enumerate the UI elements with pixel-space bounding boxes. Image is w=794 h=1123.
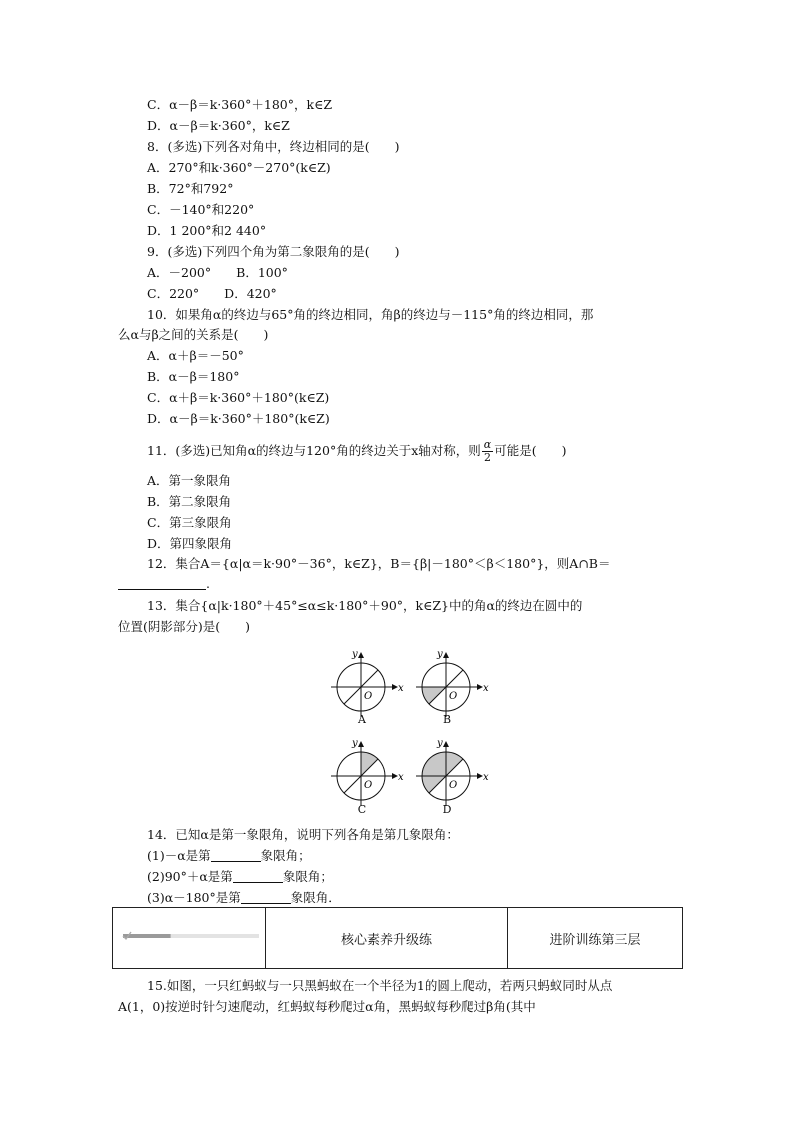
axis-label-x: x <box>398 683 404 694</box>
question-14: 14．已知α是第一象限角，说明下列各角是第几象限角： <box>147 827 459 842</box>
question-11-text: 11．(多选)已知角α的终边与120°角的终边关于x轴对称，则 <box>147 443 481 458</box>
axis-label-y: y <box>437 649 443 660</box>
origin-label: O <box>364 691 373 702</box>
origin-label: O <box>364 780 373 791</box>
option-line: C．α＋β＝k·360°＋180°(k∈Z) <box>147 390 330 405</box>
question-14-part-2 <box>147 869 333 885</box>
part-label: (3)α－180°是第 <box>147 890 241 905</box>
option-line: A．－200° B．100° <box>147 265 288 280</box>
option-line: A．第一象限角 <box>147 473 232 488</box>
question-14-part-1 <box>147 848 311 864</box>
answer-blank[interactable] <box>241 891 291 904</box>
circle-figure-c <box>331 738 404 806</box>
question-11 <box>147 437 566 465</box>
shaded-sector <box>422 687 446 704</box>
part-suffix: 象限角； <box>260 848 311 863</box>
question-15-cont: A(1，0)按逆时针匀速爬动，红蚂蚁每秒爬过α角，黑蚂蚁每秒爬过β角(其中 <box>118 999 536 1014</box>
option-line: D．1 200°和2 440° <box>147 223 267 238</box>
origin-label: O <box>449 691 458 702</box>
circle-figure-a <box>331 649 404 717</box>
option-line: C．α－β＝k·360°＋180°，k∈Z <box>147 97 333 112</box>
banner-progress-cell <box>113 908 266 969</box>
answer-blank[interactable] <box>211 849 261 862</box>
question-10-cont: 么α与β之间的关系是( ) <box>118 327 269 342</box>
banner-title: 核心素养升级练 <box>266 908 508 969</box>
option-line: C．第三象限角 <box>147 515 232 530</box>
option-line: D．第四象限角 <box>147 536 233 551</box>
part-suffix: 象限角． <box>290 890 341 905</box>
part-label: (2)90°＋α是第 <box>147 869 233 884</box>
question-14-part-3 <box>147 890 341 906</box>
question-12: 12．集合A＝{α|α＝k·90°－36°，k∈Z}，B＝{β|－180°＜β＜180°}，则A∩B＝ <box>147 556 611 571</box>
figure-label-c: C <box>357 803 367 816</box>
question-11-tail: 可能是( ) <box>494 443 567 458</box>
figure-label-b: B <box>442 713 452 726</box>
axis-label-y: y <box>437 738 443 749</box>
fraction-denominator: 2 <box>483 451 491 464</box>
option-line: B．72°和792° <box>147 181 234 196</box>
question-13-cont: 位置(阴影部分)是( ) <box>118 619 251 634</box>
section-banner <box>112 907 683 969</box>
option-line: A．270°和k·360°－270°(k∈Z) <box>147 160 331 175</box>
answer-blank[interactable] <box>233 870 283 883</box>
fraction-numerator: α <box>483 438 492 451</box>
question-8: 8．(多选)下列各对角中，终边相同的是( ) <box>147 139 400 154</box>
banner-level: 进阶训练第三层 <box>508 908 683 969</box>
axis-label-x: x <box>483 683 489 694</box>
option-line: B．α－β＝180° <box>147 369 240 384</box>
question-15: 15.如图，一只红蚂蚁与一只黑蚂蚁在一个半径为1的圆上爬动，若两只蚂蚁同时从点 <box>147 978 613 993</box>
part-suffix: 象限角； <box>282 869 333 884</box>
shaded-sector <box>361 752 378 776</box>
answer-blank[interactable] <box>118 577 206 590</box>
question-9: 9．(多选)下列四个角为第二象限角的是( ) <box>147 244 400 259</box>
circle-figure-b <box>416 649 489 717</box>
option-line: D．α－β＝k·360°，k∈Z <box>147 118 290 133</box>
period: . <box>206 576 210 591</box>
question-10: 10．如果角α的终边与65°角的终边相同，角β的终边与－115°角的终边相同，那 <box>147 307 594 322</box>
origin-label: O <box>449 780 458 791</box>
circle-figure-d <box>416 738 489 806</box>
axis-label-x: x <box>483 772 489 783</box>
option-line: B．第二象限角 <box>147 494 232 509</box>
option-line: C．－140°和220° <box>147 202 255 217</box>
fraction <box>482 439 493 464</box>
figure-label-a: A <box>358 713 366 726</box>
axis-label-y: y <box>352 649 358 660</box>
question-13: 13．集合{α|k·180°＋45°≤α≤k·180°＋90°，k∈Z}中的角α的终边在圆中的 <box>147 598 583 613</box>
option-line: A．α＋β＝－50° <box>147 348 244 363</box>
figure-label-d: D <box>442 803 452 816</box>
axis-label-x: x <box>398 772 404 783</box>
part-label: (1)－α是第 <box>147 848 211 863</box>
option-line: C．220° D．420° <box>147 286 277 301</box>
option-line: D．α－β＝k·360°＋180°(k∈Z) <box>147 411 330 426</box>
axis-label-y: y <box>352 738 358 749</box>
question-12-answer <box>118 576 210 592</box>
progress-bar-icon <box>119 929 259 943</box>
circle-options-figure <box>330 638 500 818</box>
